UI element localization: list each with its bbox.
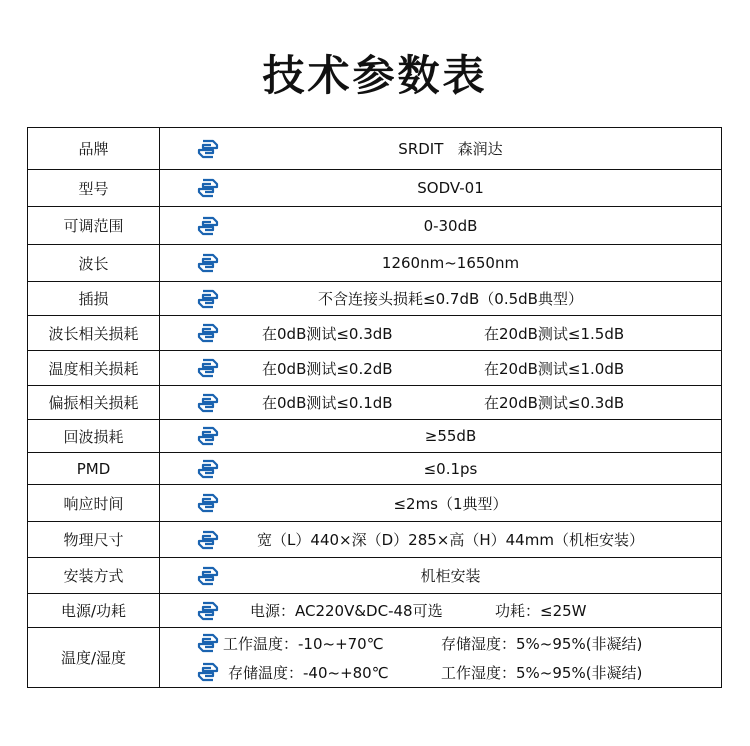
- operating-humidity: 工作湿度：5%~95%(非凝结): [441, 663, 643, 682]
- row-value-pdl-left: 在0dB测试≤0.1dB: [262, 394, 393, 412]
- row-label-brand: 品牌: [28, 128, 160, 170]
- srdit-s-logo-icon: [197, 566, 219, 586]
- row-value-power-supply: 电源：AC220V&DC-48可选: [250, 602, 443, 620]
- row-label-range: 可调范围: [28, 207, 160, 245]
- srdit-s-logo-icon: [197, 139, 219, 159]
- row-value-insertion-loss: 不含连接头损耗≤0.7dB（0.5dB典型）: [318, 290, 583, 308]
- row-value-cell: [160, 594, 722, 628]
- row-value-cell: [160, 282, 722, 316]
- row-value-cell: [160, 628, 722, 688]
- row-value-tdl-left: 在0dB测试≤0.2dB: [262, 359, 393, 378]
- srdit-s-logo-icon: [197, 633, 219, 653]
- row-label-return-loss: 回波损耗: [28, 420, 160, 453]
- srdit-s-logo-icon: [197, 323, 219, 343]
- row-value-cell: [160, 245, 722, 282]
- row-value-cell: [160, 316, 722, 351]
- table-row: [28, 453, 722, 485]
- row-value-model: SODV-01: [417, 179, 484, 197]
- row-value-cell: [160, 128, 722, 170]
- srdit-s-logo-icon: [197, 289, 219, 309]
- table-row: [28, 282, 722, 316]
- row-value-cell: [160, 522, 722, 558]
- table-row: [28, 628, 722, 688]
- row-value-cell: [160, 558, 722, 594]
- table-row: [28, 420, 722, 453]
- table-row: [28, 128, 722, 170]
- storage-temperature: 存储温度：-40~+80℃: [228, 663, 389, 682]
- row-value-range: 0-30dB: [423, 216, 478, 235]
- srdit-s-logo-icon: [197, 530, 219, 550]
- table-row: [28, 351, 722, 386]
- page-title: 技术参数表: [262, 51, 488, 100]
- row-label-power: 电源/功耗: [28, 594, 160, 628]
- table-row: [28, 207, 722, 245]
- row-label-model: 型号: [28, 170, 160, 207]
- row-value-cell: [160, 485, 722, 522]
- row-value-tdl-right: 在20dB测试≤1.0dB: [484, 359, 625, 378]
- row-label-response-time: 响应时间: [28, 485, 160, 522]
- row-value-pmd: ≤0.1ps: [423, 459, 478, 478]
- row-value-cell: [160, 170, 722, 207]
- srdit-s-logo-icon: [197, 253, 219, 273]
- row-value-brand: SRDIT 森润达: [398, 140, 503, 158]
- storage-humidity: 存储湿度：5%~95%(非凝结): [441, 634, 643, 653]
- srdit-s-logo-icon: [197, 358, 219, 378]
- row-value-return-loss: ≥55dB: [424, 427, 477, 445]
- table-row: [28, 170, 722, 207]
- table-row: [28, 386, 722, 420]
- row-label-wavelength: 波长: [28, 245, 160, 282]
- table-row: [28, 594, 722, 628]
- row-label-pdl: 偏振相关损耗: [28, 386, 160, 420]
- srdit-s-logo-icon: [197, 459, 219, 479]
- row-label-mounting: 安装方式: [28, 558, 160, 594]
- srdit-s-logo-icon: [197, 426, 219, 446]
- table-row: [28, 245, 722, 282]
- row-value-cell: [160, 386, 722, 420]
- row-label-temp-humidity: 温度/湿度: [28, 628, 160, 688]
- srdit-s-logo-icon: [197, 493, 219, 513]
- row-value-pdl-right: 在20dB测试≤0.3dB: [484, 394, 625, 412]
- operating-temperature: 工作温度：-10~+70℃: [223, 634, 384, 653]
- row-label-dimensions: 物理尺寸: [28, 522, 160, 558]
- srdit-s-logo-icon: [197, 216, 219, 236]
- srdit-s-logo-icon: [197, 601, 219, 621]
- row-value-wavelength: 1260nm~1650nm: [381, 254, 520, 272]
- row-label-insertion-loss: 插损: [28, 282, 160, 316]
- table-row: [28, 522, 722, 558]
- row-label-tdl: 温度相关损耗: [28, 351, 160, 386]
- srdit-s-logo-icon: [197, 662, 219, 682]
- srdit-s-logo-icon: [197, 178, 219, 198]
- row-value-cell: [160, 420, 722, 453]
- table-row: [28, 485, 722, 522]
- spec-table: [27, 127, 722, 688]
- srdit-s-logo-icon: [197, 393, 219, 413]
- row-value-response-time: ≤2ms（1典型）: [393, 494, 508, 513]
- row-value-cell: [160, 207, 722, 245]
- row-label-pmd: PMD: [28, 453, 160, 485]
- row-value-power-consumption: 功耗：≤25W: [495, 602, 587, 620]
- row-value-mounting: 机柜安装: [420, 567, 481, 585]
- table-row: [28, 316, 722, 351]
- row-value-cell: [160, 453, 722, 485]
- table-row: [28, 558, 722, 594]
- row-value-cell: [160, 351, 722, 386]
- row-value-dimensions: 宽（L）440×深（D）285×高（H）44mm（机柜安装）: [257, 531, 644, 549]
- row-value-wdl-left: 在0dB测试≤0.3dB: [262, 324, 393, 343]
- row-value-wdl-right: 在20dB测试≤1.5dB: [484, 324, 625, 343]
- row-label-wdl: 波长相关损耗: [28, 316, 160, 351]
